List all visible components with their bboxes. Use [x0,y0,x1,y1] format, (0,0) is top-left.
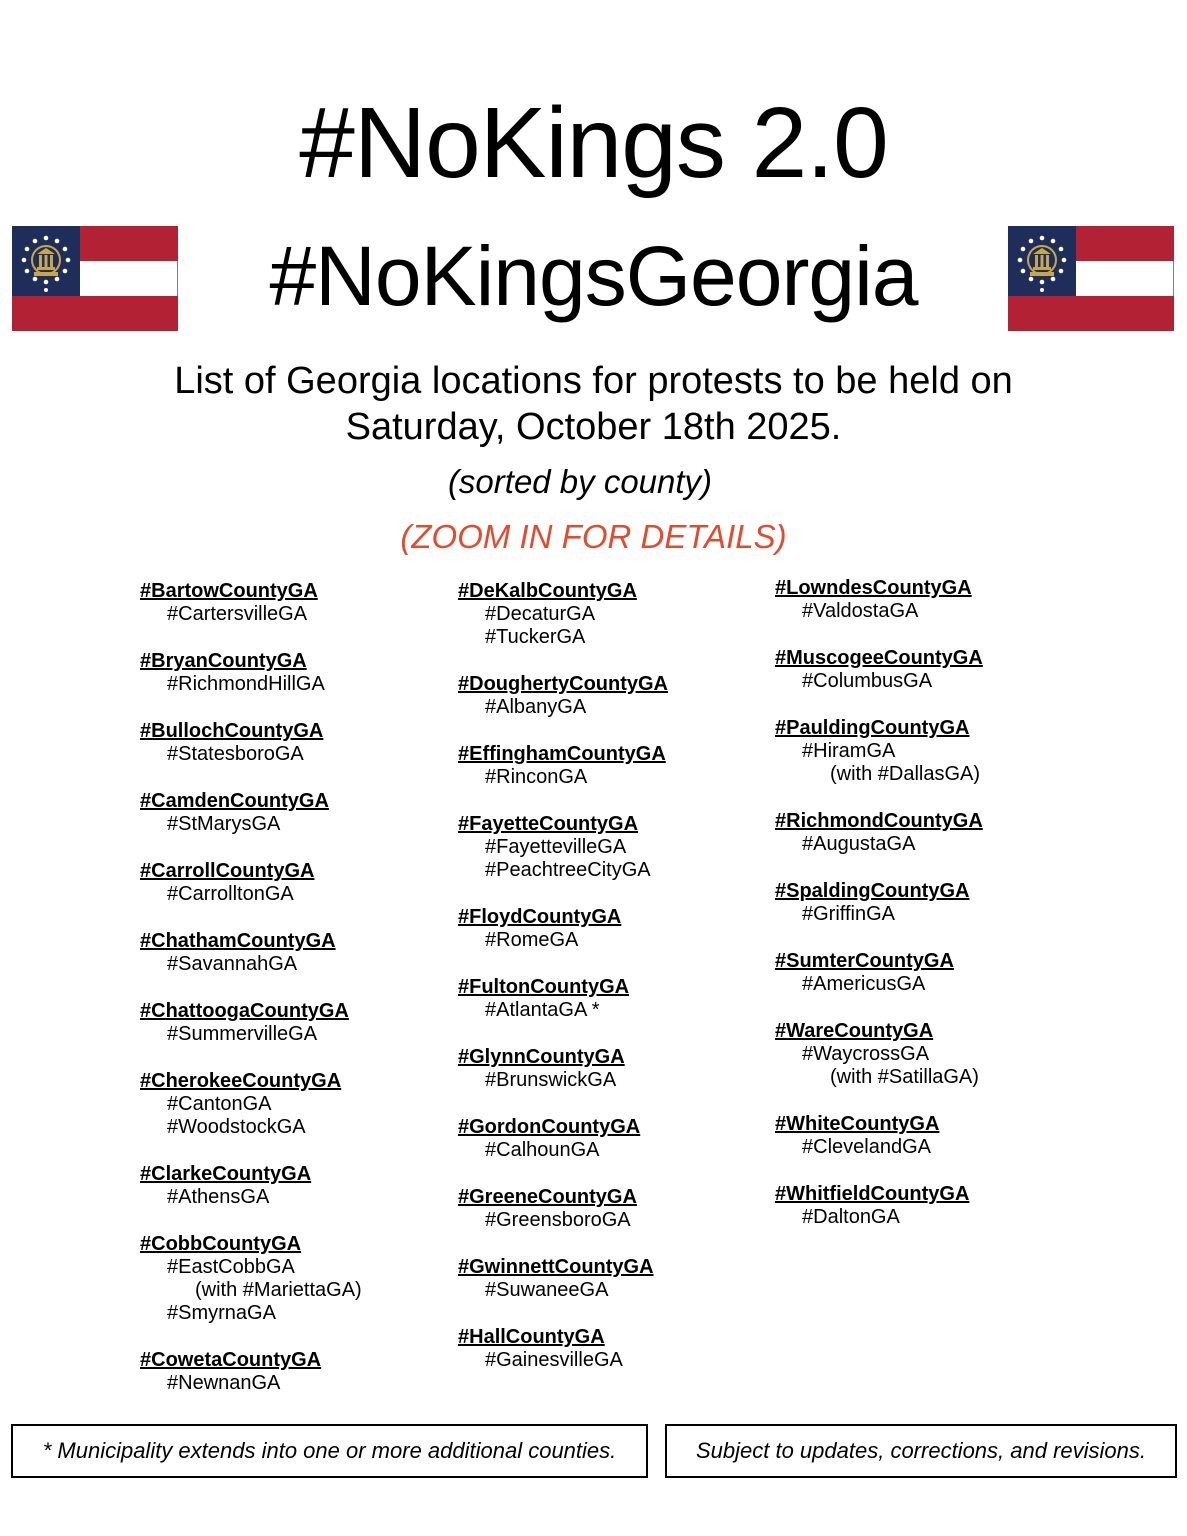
disclaimer-box [665,1424,1177,1478]
city-name: #CartersvilleGA [167,603,308,625]
county-entry [140,1000,362,1046]
county-name: #BullochCountyGA [140,720,324,742]
county-name: #CherokeeCountyGA [140,1070,342,1092]
city-name: #AlbanyGA [485,696,587,718]
county-entry [458,1046,668,1092]
county-entry [458,906,668,952]
city-name: #SavannahGA [167,953,298,975]
county-entry [458,1186,668,1232]
county-entry [140,1070,362,1139]
city-name: #ColumbusGA [802,670,933,692]
county-name: #FloydCountyGA [458,906,622,928]
county-entry [775,577,983,623]
county-name: #GordonCountyGA [458,1116,641,1138]
city-name: #DecaturGA [485,603,596,625]
county-entry [140,580,362,626]
city-name: #CalhounGA [485,1139,600,1161]
description-line-2: Saturday, October 18th 2025. [345,406,842,448]
city-note: (with #MariettaGA) [195,1279,362,1301]
county-entry [775,810,983,856]
city-name: #SuwaneeGA [485,1279,609,1301]
county-entry [458,1326,668,1372]
county-entry [775,1113,983,1159]
county-entry [458,813,668,882]
city-name: #RichmondHillGA [167,673,325,695]
county-name: #CarrollCountyGA [140,860,315,882]
county-entry [458,1256,668,1302]
city-name: #NewnanGA [167,1372,281,1394]
county-name: #PauldingCountyGA [775,717,970,739]
county-name: #RichmondCountyGA [775,810,983,832]
county-entry [775,647,983,693]
county-name: #BartowCountyGA [140,580,318,602]
county-entry [775,950,983,996]
city-name: #SummervilleGA [167,1023,318,1045]
city-name: #GriffinGA [802,903,895,925]
county-entry [140,650,362,696]
county-name: #HallCountyGA [458,1326,605,1348]
city-name: #AugustaGA [802,833,916,855]
county-entry [140,1349,362,1395]
city-name: #RinconGA [485,766,588,788]
county-name: #FayetteCountyGA [458,813,639,835]
city-name: #StatesboroGA [167,743,304,765]
county-name: #ChattoogaCountyGA [140,1000,349,1022]
city-name: #WaycrossGA [802,1043,930,1065]
county-entry [458,743,668,789]
county-name: #ClarkeCountyGA [140,1163,312,1185]
event-description [100,358,1087,450]
county-name: #WhitfieldCountyGA [775,1183,970,1205]
county-name: #GlynnCountyGA [458,1046,625,1068]
description-line-1: List of Georgia locations for protests to be held on [174,360,1013,402]
city-name: #StMarysGA [167,813,281,835]
county-entry [140,790,362,836]
city-name: #HiramGA [802,740,896,762]
hashtag-title: #NoKingsGeorgia [269,229,918,323]
county-name: #GreeneCountyGA [458,1186,637,1208]
sorted-note: (sorted by county) [447,463,713,500]
city-name: #GainesvilleGA [485,1349,623,1371]
county-name: #WhiteCountyGA [775,1113,940,1135]
county-column-2 [458,580,668,1396]
city-name: #CarrolltonGA [167,883,294,905]
county-name: #LowndesCountyGA [775,577,972,599]
county-name: #DoughertyCountyGA [458,673,668,695]
county-column-3 [775,577,983,1253]
county-name: #MuscogeeCountyGA [775,647,983,669]
county-entry [140,860,362,906]
city-note: (with #DallasGA) [830,763,981,785]
county-entry [458,1116,668,1162]
city-name: #AtlantaGA * [485,999,600,1021]
city-name: #GreensboroGA [485,1209,631,1231]
city-name: #SmyrnaGA [167,1302,276,1324]
city-note: (with #SatillaGA) [830,1066,979,1088]
footnote-text: * Municipality extends into one or more additional counties. [42,1438,617,1463]
county-name: #FultonCountyGA [458,976,630,998]
zoom-note: (ZOOM IN FOR DETAILS) [400,518,787,555]
county-entry [140,1163,362,1209]
county-name: #CobbCountyGA [140,1233,302,1255]
county-entry [140,930,362,976]
city-name: #BrunswickGA [485,1069,617,1091]
county-name: #CamdenCountyGA [140,790,329,812]
footnote-box [11,1424,648,1478]
county-entry [458,580,668,649]
county-entry [775,880,983,926]
county-entry [775,717,983,786]
county-entry [775,1020,983,1089]
city-name: #ValdostaGA [802,600,919,622]
county-entry [458,976,668,1022]
county-name: #WareCountyGA [775,1020,934,1042]
county-name: #SpaldingCountyGA [775,880,970,902]
county-name: #SumterCountyGA [775,950,954,972]
city-name: #AmericusGA [802,973,926,995]
county-name: #CowetaCountyGA [140,1349,322,1371]
city-name: #EastCobbGA [167,1256,295,1278]
city-name: #TuckerGA [485,626,586,648]
county-column-1 [140,580,362,1419]
page-title: #NoKings 2.0 [299,87,888,199]
county-name: #GwinnettCountyGA [458,1256,654,1278]
city-name: #PeachtreeCityGA [485,859,651,881]
city-name: #ClevelandGA [802,1136,931,1158]
county-entry [458,673,668,719]
county-name: #ChathamCountyGA [140,930,336,952]
city-name: #CantonGA [167,1093,272,1115]
city-name: #DaltonGA [802,1206,900,1228]
county-entry [775,1183,983,1229]
county-name: #EffinghamCountyGA [458,743,666,765]
disclaimer-text: Subject to updates, corrections, and revisions. [695,1438,1147,1463]
county-name: #DeKalbCountyGA [458,580,637,602]
county-name: #BryanCountyGA [140,650,307,672]
city-name: #WoodstockGA [167,1116,306,1138]
city-name: #AthensGA [167,1186,270,1208]
city-name: #RomeGA [485,929,579,951]
city-name: #FayettevilleGA [485,836,627,858]
county-entry [140,1233,362,1325]
georgia-flag-icon [1008,226,1174,331]
county-entry [140,720,362,766]
